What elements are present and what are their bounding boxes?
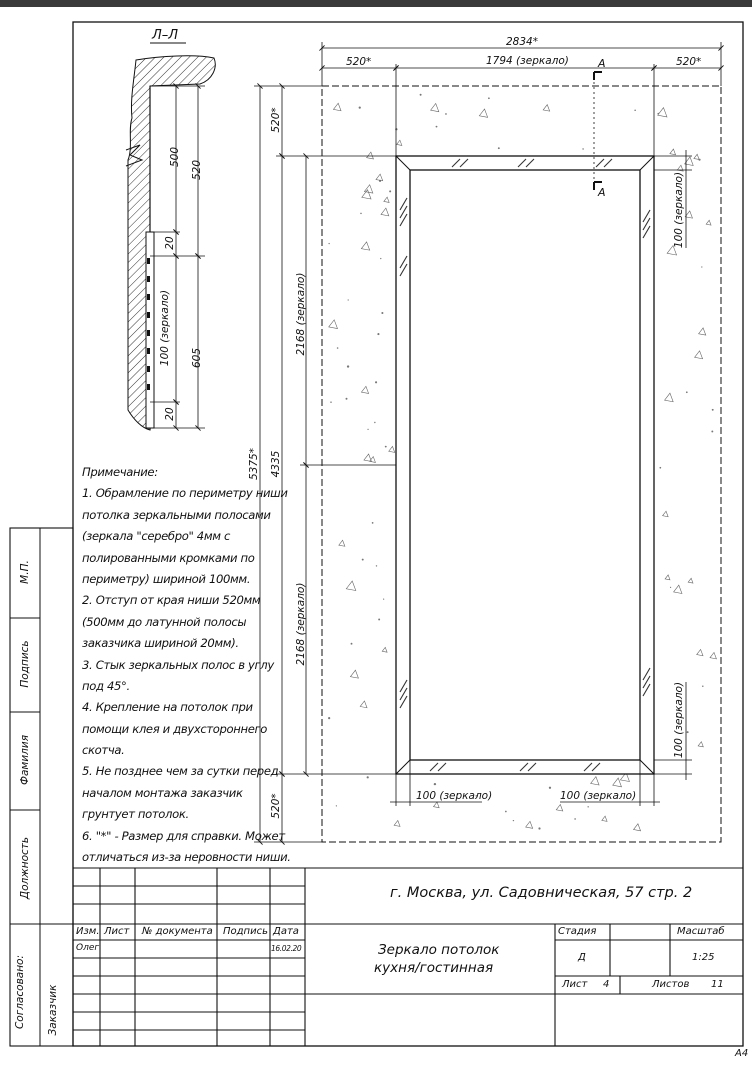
concrete-grain (350, 670, 358, 678)
dim-strip-bottom-left: 100 (зеркало) (416, 790, 493, 802)
mirror-frame-outer (396, 156, 654, 774)
stamp-customer: Заказчик (47, 984, 59, 1036)
concrete-dot (498, 147, 500, 149)
note-line: 1. Обрамление по периметру ниши (82, 486, 288, 501)
concrete-dot (348, 299, 349, 300)
dim-inner-height: 4335 (270, 450, 282, 478)
concrete-grain (674, 585, 682, 593)
concrete-dot (687, 731, 689, 733)
concrete-grain (688, 578, 693, 583)
concrete-dot (634, 109, 636, 111)
tb-sheet-value: 4 (603, 979, 610, 990)
concrete-grain (382, 647, 387, 652)
note-line: заказчика шириной 20мм). (82, 636, 239, 651)
concrete-dot (712, 409, 714, 411)
dim-strip-right-lower: 100 (зеркало) (673, 681, 685, 759)
concrete-grain (710, 652, 716, 658)
stamp-mp: М.П. (19, 560, 31, 584)
concrete-grain (367, 152, 374, 159)
section-dim-500: 500 (169, 146, 181, 168)
dim-left-offset: 520* (346, 56, 372, 68)
tb-address: г. Москва, ул. Садовническая, 57 стр. 2 (390, 885, 693, 901)
concrete-grain (397, 140, 402, 145)
concrete-grain (658, 108, 667, 117)
note-line: началом монтажа заказчик (82, 785, 243, 800)
concrete-grain (362, 386, 369, 393)
concrete-grain (613, 778, 622, 787)
stamp-signature: Подпись (19, 640, 31, 688)
section-dim-20-top: 20 (164, 236, 176, 250)
dim-mirror-lower: 2168 (зеркало) (295, 582, 307, 666)
concrete-grain (697, 649, 703, 655)
concrete-grain (694, 154, 699, 159)
tb-sheet-label: Лист (562, 979, 588, 990)
concrete-dot (574, 818, 576, 820)
tb-title-line1: Зеркало потолок (378, 942, 500, 958)
concrete-grain (479, 109, 487, 117)
concrete-dot (383, 598, 384, 599)
concrete-dot (702, 685, 703, 686)
concrete-grain (706, 220, 711, 225)
concrete-dot (513, 820, 514, 821)
dim-mirror-width: 1794 (зеркало) (486, 55, 569, 67)
tb-sheets-label: Листов (652, 979, 690, 990)
dim-right-offset: 520* (676, 56, 702, 68)
concrete-grain (346, 581, 355, 590)
concrete-dot (367, 776, 369, 778)
section-dim-605: 605 (191, 347, 203, 369)
format-label: А4 (735, 1048, 749, 1059)
note-line: (зеркала "серебро" 4мм с (82, 529, 230, 544)
concrete-dot (372, 522, 374, 524)
concrete-dot (367, 429, 368, 430)
concrete-dot (328, 717, 330, 719)
concrete-dot (381, 312, 383, 314)
concrete-grain (339, 540, 345, 546)
plan-view (254, 42, 721, 842)
concrete-grain (394, 820, 400, 826)
concrete-grain (695, 351, 703, 359)
concrete-dot (378, 618, 380, 620)
concrete-grain (543, 105, 550, 112)
section-mark-top: А (598, 57, 606, 70)
concrete-dot (359, 107, 361, 109)
concrete-dot (505, 811, 507, 813)
note-line: Примечание: (82, 465, 158, 479)
tb-header-signature: Подпись (223, 926, 268, 937)
concrete-dot (330, 401, 331, 402)
concrete-dot (360, 213, 362, 215)
concrete-grain (360, 701, 367, 708)
note-line: 2. Отступ от края ниши 520мм (82, 593, 261, 608)
concrete-dot (436, 126, 438, 128)
note-line: грунтует потолок. (82, 807, 189, 822)
concrete-dot (385, 446, 387, 448)
dim-bottom-offset: 520* (270, 793, 282, 819)
concrete-dot (420, 94, 422, 96)
dim-top-offset: 520* (270, 107, 282, 133)
note-line: (500мм до латунной полосы (82, 614, 247, 629)
concrete-grain (333, 103, 341, 111)
concrete-dot (582, 148, 583, 149)
dim-strip-bottom-right: 100 (зеркало) (560, 790, 637, 802)
concrete-dot (347, 365, 349, 367)
dim-overall-width: 2834* (506, 36, 538, 48)
stamp-position: Должность (19, 836, 31, 900)
concrete-dot (488, 97, 490, 99)
concrete-dot (328, 243, 329, 244)
tb-author: Олег (76, 943, 100, 953)
concrete-dot (351, 643, 353, 645)
section-dim-20-bottom: 20 (164, 407, 176, 421)
concrete-grain (698, 742, 703, 747)
dim-strip-right-upper: 100 (зеркало) (673, 171, 685, 249)
note-line: скотча. (82, 743, 125, 758)
note-line: 5. Не позднее чем за сутки перед (82, 764, 279, 779)
section-mark-bottom: А (598, 186, 606, 199)
concrete-grain (376, 174, 383, 181)
concrete-grain (384, 197, 389, 202)
concrete-grain (670, 149, 676, 155)
concrete-grain (433, 802, 439, 808)
concrete-dot (549, 787, 551, 789)
concrete-dot (538, 827, 540, 829)
concrete-grain (602, 816, 607, 821)
concrete-dot (686, 391, 688, 393)
tb-sheets-value: 11 (711, 979, 724, 990)
tb-stage-label: Стадия (558, 926, 597, 937)
concrete-dot (337, 347, 339, 349)
concrete-dot (389, 190, 391, 192)
concrete-dot (375, 381, 377, 383)
tb-date: 16.02.20 (271, 944, 302, 953)
tb-header-change: Изм. (76, 926, 100, 937)
tb-scale-label: Масштаб (677, 926, 725, 937)
concrete-dot (670, 587, 671, 588)
stamp-surname: Фамилия (19, 734, 31, 786)
note-line: под 45°. (82, 678, 130, 693)
note-line: отличаться из-за неровности ниши. (82, 850, 291, 865)
concrete-dot (711, 431, 713, 433)
concrete-dot (659, 467, 661, 469)
concrete-grain (329, 320, 338, 329)
concrete-dot (336, 805, 337, 806)
concrete-dot (346, 398, 348, 400)
concrete-grain (634, 824, 641, 831)
concrete-grain (699, 328, 706, 335)
concrete-dot (362, 559, 364, 561)
tb-header-document: № документа (142, 926, 213, 937)
concrete-dot (374, 422, 375, 423)
concrete-grain (361, 242, 369, 250)
concrete-grain (665, 575, 670, 580)
note-line: 4. Крепление на потолок при (82, 700, 253, 715)
note-line: полированными кромками по (82, 550, 255, 565)
concrete-dot (377, 333, 379, 335)
tb-header-sheet: Лист (104, 926, 130, 937)
concrete-dot (434, 783, 436, 785)
tb-scale-value: 1:25 (692, 952, 715, 963)
tb-title-line2: кухня/гостинная (374, 960, 494, 976)
concrete-grain (526, 821, 533, 828)
section-dim-100-mirror: 100 (зеркало) (159, 289, 171, 367)
section-dim-520: 520 (191, 159, 203, 181)
stamp-approved: Согласовано: (14, 954, 26, 1030)
concrete-grain (591, 777, 599, 785)
concrete-grain (362, 190, 371, 199)
section-title: Л–Л (152, 28, 179, 43)
concrete-dot (699, 159, 701, 161)
note-line: помощи клея и двухстороннего (82, 721, 268, 736)
concrete-dot (445, 113, 447, 115)
concrete-grain (381, 208, 389, 216)
concrete-grain (364, 185, 372, 193)
note-line: 3. Стык зеркальных полос в углу (82, 657, 274, 672)
concrete-dot (701, 266, 702, 267)
concrete-grain (389, 446, 395, 452)
concrete-grain (431, 103, 439, 111)
note-line: периметру) шириной 100мм. (82, 571, 251, 586)
concrete-grain (665, 393, 674, 402)
concrete-grain (556, 804, 562, 810)
note-line: потолка зеркальными полосами (82, 507, 271, 522)
concrete-grain (663, 511, 669, 517)
note-line: 6. "*" - Размер для справки. Может (82, 828, 285, 843)
concrete-dot (376, 565, 377, 566)
tb-stage-value: Д (578, 952, 586, 963)
dim-mirror-upper: 2168 (зеркало) (295, 272, 307, 356)
dim-overall-height: 5375* (248, 448, 260, 480)
tb-header-date: Дата (273, 926, 299, 937)
concrete-dot (380, 258, 381, 259)
concrete-dot (587, 806, 588, 807)
